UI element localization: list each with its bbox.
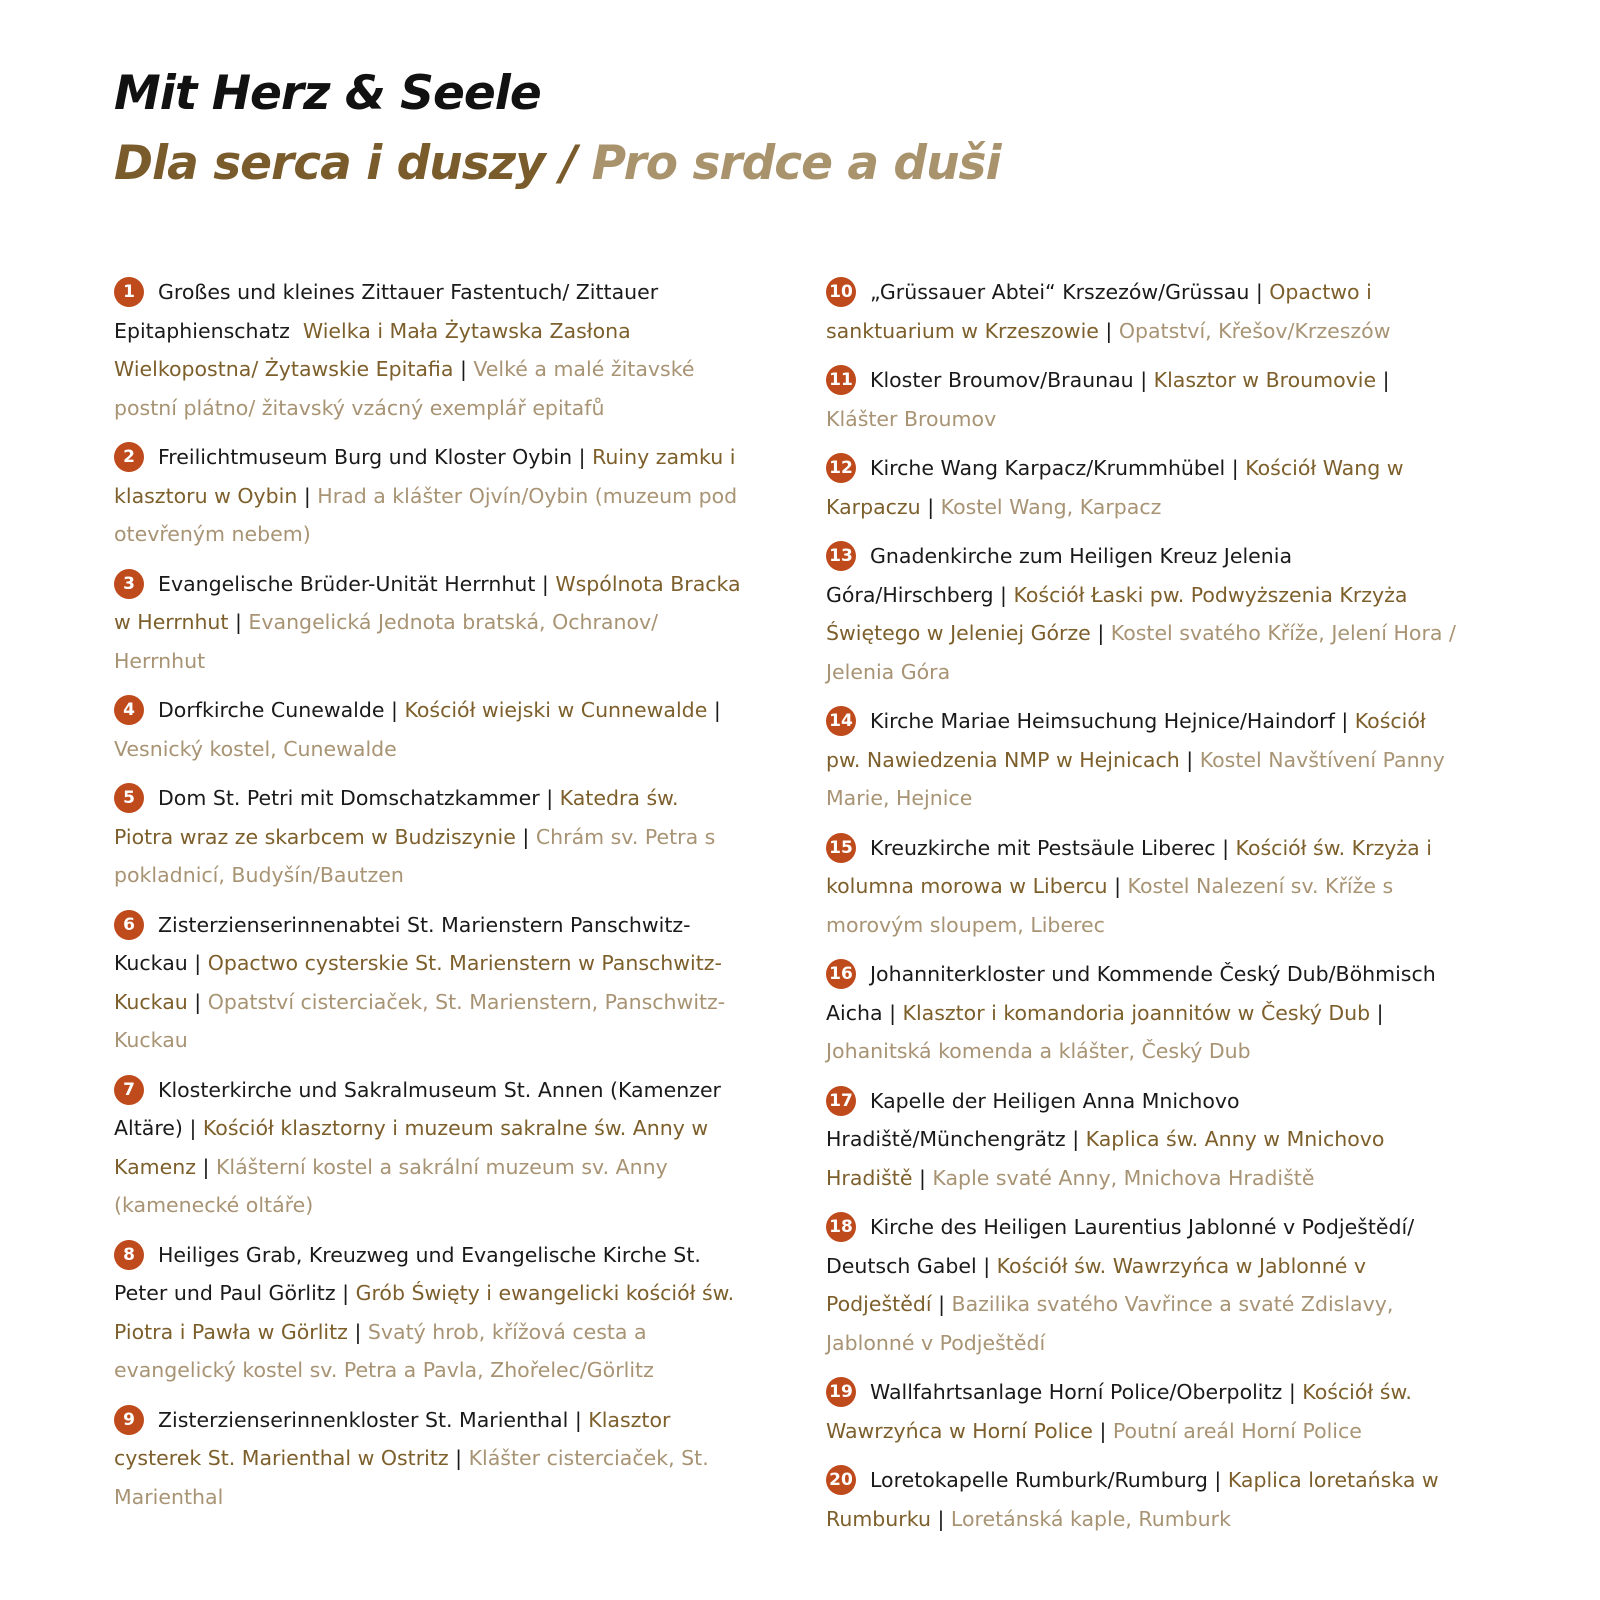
list-item: 10 „Grüssauer Abtei“ Krszezów/Grüssau | Opactwo i sanktuarium w Krzeszowie | Opatství, Křešov/Krzeszów bbox=[826, 273, 1466, 350]
entry-czech: Svatý hrob, křížová cesta a evangelický kostel sv. Petra a Pavla, Zhořelec/Görlitz bbox=[114, 1319, 654, 1382]
list-item: 18 Kirche des Heiligen Laurentius Jablonné v Podještědí/ Deutsch Gabel | Kościół św. Wawrzyńca w Jablonné v Podještědí | Bazilika svatého Vavřince a svaté Zdislavy, Jablonné v Podještědí bbox=[826, 1208, 1466, 1362]
entry-czech: Johanitská komenda a klášter, Český Dub bbox=[826, 1039, 1251, 1063]
entry-german: Dorfkirche Cunewalde bbox=[158, 698, 385, 722]
entry-czech: Kostel Wang, Karpacz bbox=[940, 494, 1162, 519]
list-item: 5 Dom St. Petri mit Domschatzkammer | Katedra św. Piotra wraz ze skarbcem w Budziszynie | Chrám sv. Petra s pokladnicí, Budyšín/Bautzen bbox=[114, 779, 744, 895]
entry-czech: Kaple svaté Anny, Mnichova Hradiště bbox=[932, 1165, 1315, 1190]
entry-polish: Kościół pw. Nawiedzenia NMP w Hejnicach bbox=[826, 709, 1426, 772]
entry-german: Zisterzienserinnenkloster St. Marienthal bbox=[158, 1407, 569, 1432]
entry-polish: Kościół wiejski w Cunnewalde bbox=[404, 698, 708, 722]
entry-polish: Kościół św. Krzyża i kolumna morowa w Libercu bbox=[826, 835, 1432, 898]
entry-polish: Kaplica św. Anny w Mnichovo Hradiště bbox=[826, 1127, 1385, 1190]
list-item: 15 Kreuzkirche mit Pestsäule Liberec | Kościół św. Krzyża i kolumna morowa w Libercu | Kostel Nalezení sv. Kříže s morovým sloupem, Liberec bbox=[826, 829, 1466, 945]
number-badge: 9 bbox=[114, 1405, 144, 1435]
number-badge: 14 bbox=[826, 706, 856, 736]
entry-czech: Kostel Nalezení sv. Kříže s morovým sloupem, Liberec bbox=[826, 874, 1394, 937]
number-badge: 1 bbox=[114, 277, 144, 307]
list-item: 16 Johanniterkloster und Kommende Český Dub/Böhmisch Aicha | Klasztor i komandoria joannitów w Český Dub | Johanitská komenda a klášter, Český Dub bbox=[826, 955, 1466, 1071]
list-item: 20 Loretokapelle Rumburk/Rumburg | Kaplica loretańska w Rumburku | Loretánská kaple, Rumburk bbox=[826, 1461, 1466, 1538]
number-badge: 2 bbox=[114, 442, 144, 472]
entry-german: Großes und kleines Zittauer Fastentuch/ Zittauer Epitaphienschatz bbox=[114, 280, 659, 343]
list-item: 19 Wallfahrtsanlage Horní Police/Oberpolitz | Kościół św. Wawrzyńca w Horní Police | Poutní areál Horní Police bbox=[826, 1373, 1466, 1450]
number-badge: 8 bbox=[114, 1240, 144, 1270]
entry-czech: Velké a malé žitavské postní plátno/ žitavský vzácný exemplář epitafů bbox=[114, 357, 695, 420]
entry-german: Kirche Wang Karpacz/Krummhübel bbox=[870, 456, 1226, 480]
entry-czech: Kostel svatého Kříže, Jelení Hora / Jelenia Góra bbox=[826, 621, 1456, 684]
page-title: Mit Herz & Seele bbox=[114, 66, 541, 121]
entry-german: Klosterkirche und Sakralmuseum St. Annen (Kamenzer Altäre) bbox=[114, 1077, 721, 1140]
list-item: 4 Dorfkirche Cunewalde | Kościół wiejski w Cunnewalde | Vesnický kostel, Cunewalde bbox=[114, 691, 744, 768]
entry-czech: Klášter cisterciaček, St. Marienthal bbox=[114, 1446, 709, 1509]
entry-german: „Grüssauer Abtei“ Krszezów/Grüssau bbox=[870, 280, 1250, 304]
entry-czech: Klášterní kostel a sakrální muzeum sv. Anny (kamenecké oltáře) bbox=[114, 1154, 668, 1217]
list-item: 9 Zisterzienserinnenkloster St. Marienthal | Klasztor cysterek St. Marienthal w Ostritz | Klášter cisterciaček, St. Marienthal bbox=[114, 1401, 744, 1517]
subtitle-polish: Dla serca i duszy bbox=[114, 136, 545, 191]
entry-polish: Kościół św. Wawrzyńca w Jablonné v Podještědí bbox=[826, 1253, 1367, 1316]
entry-german: Zisterzienserinnenabtei St. Marienstern Panschwitz-Kuckau bbox=[114, 912, 691, 975]
entry-czech: Vesnický kostel, Cunewalde bbox=[114, 736, 397, 761]
page-header bbox=[114, 62, 1001, 196]
entry-polish: Wielka i Mała Żytawska Zasłona Wielkopostna/ Żytawskie Epitafia bbox=[114, 318, 631, 381]
entry-german: Kirche des Heiligen Laurentius Jablonné v Podještědí/ Deutsch Gabel bbox=[826, 1215, 1415, 1278]
entry-polish: Opactwo cysterskie St. Marienstern w Panschwitz-Kuckau bbox=[114, 951, 722, 1014]
entry-german: Loretokapelle Rumburk/Rumburg bbox=[870, 1468, 1208, 1492]
number-badge: 11 bbox=[826, 365, 856, 395]
list-item: 12 Kirche Wang Karpacz/Krummhübel | Kościół Wang w Karpaczu | Kostel Wang, Karpacz bbox=[826, 449, 1466, 526]
number-badge: 12 bbox=[826, 453, 856, 483]
entry-polish: Kościół Wang w Karpaczu bbox=[826, 456, 1404, 519]
entry-czech: Kostel Navštívení Panny Marie, Hejnice bbox=[826, 747, 1445, 810]
entry-czech: Hrad a klášter Ojvín/Oybin (muzeum pod otevřeným nebem) bbox=[114, 483, 738, 546]
entry-polish: Klasztor cysterek St. Marienthal w Ostritz bbox=[114, 1407, 671, 1470]
number-badge: 20 bbox=[826, 1465, 856, 1495]
subtitle-separator: / bbox=[544, 136, 592, 191]
page-subtitle bbox=[114, 132, 1001, 196]
entry-german: Evangelische Brüder-Unität Herrnhut bbox=[158, 571, 536, 596]
list-item: 8 Heiliges Grab, Kreuzweg und Evangelische Kirche St. Peter und Paul Görlitz | Grób Święty i ewangelicki kościół św. Piotra i Pawła w Görlitz | Svatý hrob, křížová cesta a evangelický kostel sv. Petra a Pavla, Zhořelec/Görlitz bbox=[114, 1236, 744, 1390]
entry-german: Kirche Mariae Heimsuchung Hejnice/Haindorf bbox=[870, 709, 1335, 733]
entry-czech: Klášter Broumov bbox=[826, 406, 997, 431]
entry-german: Freilichtmuseum Burg und Kloster Oybin bbox=[158, 445, 573, 469]
list-item: 13 Gnadenkirche zum Heiligen Kreuz Jelenia Góra/Hirschberg | Kościół Łaski pw. Podwyższenia Krzyża Świętego w Jeleniej Górze | Kostel svatého Kříže, Jelení Hora / Jelenia Góra bbox=[826, 537, 1466, 691]
list-item: 14 Kirche Mariae Heimsuchung Hejnice/Haindorf | Kościół pw. Nawiedzenia NMP w Hejnicach | Kostel Navštívení Panny Marie, Hejnice bbox=[826, 702, 1466, 818]
entry-german: Kapelle der Heiligen Anna Mnichovo Hradiště/Münchengrätz bbox=[826, 1088, 1240, 1151]
entry-polish: Kościół klasztorny i muzeum sakralne św. Anny w Kamenz bbox=[114, 1116, 709, 1179]
entry-german: Gnadenkirche zum Heiligen Kreuz Jelenia Góra/Hirschberg bbox=[826, 544, 1293, 607]
number-badge: 16 bbox=[826, 959, 856, 989]
entry-polish: Wspólnota Bracka w Herrnhut bbox=[114, 571, 741, 634]
subtitle-czech: Pro srdce a duši bbox=[591, 136, 1001, 191]
number-badge: 4 bbox=[114, 695, 144, 725]
number-badge: 5 bbox=[114, 783, 144, 813]
list-item: 3 Evangelische Brüder-Unität Herrnhut | Wspólnota Bracka w Herrnhut | Evangelická Jednota bratská, Ochranov/ Herrnhut bbox=[114, 565, 744, 681]
entry-polish: Kościół św. Wawrzyńca w Horní Police bbox=[826, 1380, 1412, 1443]
entry-polish: Klasztor i komandoria joannitów w Český Dub bbox=[902, 1000, 1371, 1025]
number-badge: 10 bbox=[826, 277, 856, 307]
entry-polish: Klasztor w Broumovie bbox=[1153, 368, 1377, 392]
entry-german: Kreuzkirche mit Pestsäule Liberec bbox=[870, 835, 1216, 860]
entry-czech: Bazilika svatého Vavřince a svaté Zdislavy, Jablonné v Podještědí bbox=[826, 1292, 1394, 1355]
entries-column-right bbox=[826, 273, 1466, 1549]
list-item: 6 Zisterzienserinnenabtei St. Marienstern Panschwitz-Kuckau | Opactwo cysterskie St. Marienstern w Panschwitz-Kuckau | Opatství cisterciaček, St. Marienstern, Panschwitz-Kuckau bbox=[114, 906, 744, 1060]
list-item: 1 Großes und kleines Zittauer Fastentuch/ Zittauer Epitaphienschatz Wielka i Mała Żytawska Zasłona Wielkopostna/ Żytawskie Epitafia | Velké a malé žitavské postní plátno/ žitavský vzácný exemplář epitafů bbox=[114, 273, 744, 427]
entry-german: Wallfahrtsanlage Horní Police/Oberpolitz bbox=[870, 1380, 1283, 1404]
entry-czech: Loretánská kaple, Rumburk bbox=[950, 1506, 1231, 1531]
entry-czech: Opatství, Křešov/Krzeszów bbox=[1118, 318, 1391, 343]
entry-german: Dom St. Petri mit Domschatzkammer bbox=[158, 786, 540, 810]
list-item: 17 Kapelle der Heiligen Anna Mnichovo Hradiště/Münchengrätz | Kaplica św. Anny w Mnichovo Hradiště | Kaple svaté Anny, Mnichova Hradiště bbox=[826, 1082, 1466, 1198]
entry-czech: Evangelická Jednota bratská, Ochranov/ Herrnhut bbox=[114, 610, 659, 673]
number-badge: 17 bbox=[826, 1086, 856, 1116]
number-badge: 18 bbox=[826, 1212, 856, 1242]
entry-czech: Poutní areál Horní Police bbox=[1112, 1418, 1362, 1443]
number-badge: 7 bbox=[114, 1075, 144, 1105]
entry-german: Johanniterkloster und Kommende Český Dub/Böhmisch Aicha bbox=[826, 962, 1436, 1025]
entry-polish: Ruiny zamku i klasztoru w Oybin bbox=[114, 445, 736, 508]
entry-polish: Opactwo i sanktuarium w Krzeszowie bbox=[826, 280, 1372, 343]
entry-czech: Chrám sv. Petra s pokladnicí, Budyšín/Bautzen bbox=[114, 824, 716, 887]
entry-polish: Katedra św. Piotra wraz ze skarbcem w Budziszynie bbox=[114, 786, 679, 849]
number-badge: 3 bbox=[114, 569, 144, 599]
entry-german: Kloster Broumov/Braunau bbox=[870, 368, 1134, 392]
list-item: 11 Kloster Broumov/Braunau | Klasztor w Broumovie | Klášter Broumov bbox=[826, 361, 1466, 438]
entry-german: Heiliges Grab, Kreuzweg und Evangelische Kirche St. Peter und Paul Görlitz bbox=[114, 1242, 701, 1305]
list-item: 7 Klosterkirche und Sakralmuseum St. Annen (Kamenzer Altäre) | Kościół klasztorny i muzeum sakralne św. Anny w Kamenz | Klášterní kostel a sakrální muzeum sv. Anny (kamenecké oltáře) bbox=[114, 1071, 744, 1225]
list-item: 2 Freilichtmuseum Burg und Kloster Oybin | Ruiny zamku i klasztoru w Oybin | Hrad a klášter Ojvín/Oybin (muzeum pod otevřeným nebem) bbox=[114, 438, 744, 554]
number-badge: 6 bbox=[114, 910, 144, 940]
entry-polish: Kaplica loretańska w Rumburku bbox=[826, 1468, 1439, 1531]
entry-polish: Grób Święty i ewangelicki kościół św. Piotra i Pawła w Görlitz bbox=[114, 1281, 735, 1344]
entries-column-left bbox=[114, 273, 744, 1527]
number-badge: 13 bbox=[826, 541, 856, 571]
number-badge: 15 bbox=[826, 833, 856, 863]
number-badge: 19 bbox=[826, 1377, 856, 1407]
entry-czech: Opatství cisterciaček, St. Marienstern, Panschwitz-Kuckau bbox=[114, 989, 726, 1052]
entry-polish: Kościół Łaski pw. Podwyższenia Krzyża Świętego w Jeleniej Górze bbox=[826, 582, 1408, 645]
